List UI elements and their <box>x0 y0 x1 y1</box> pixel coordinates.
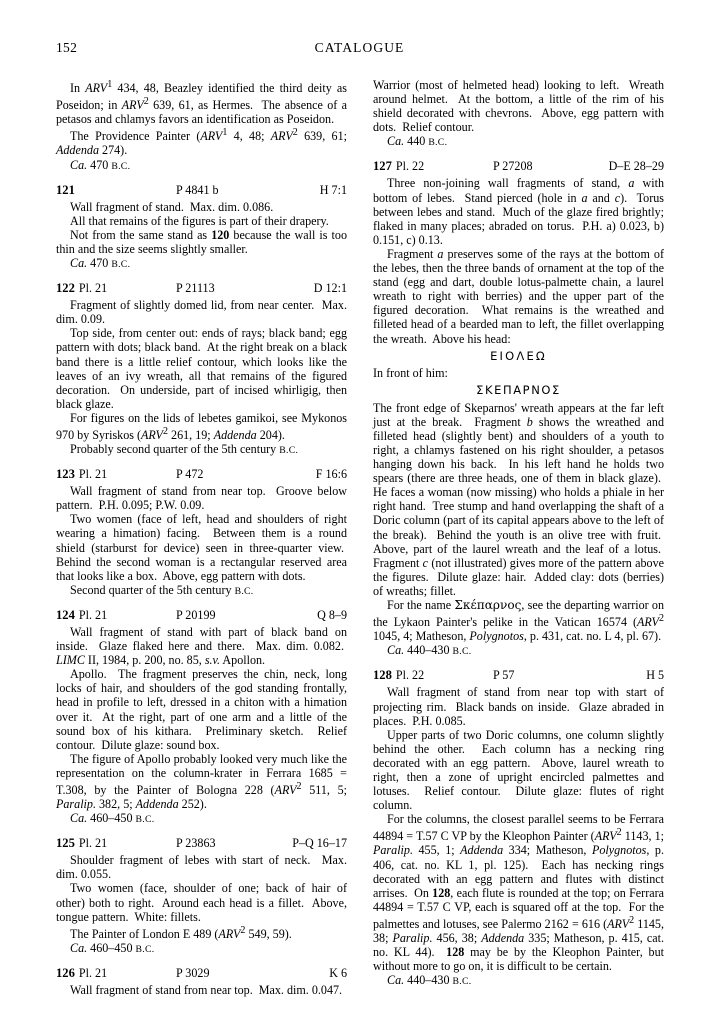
catalogue-number: 127 <box>373 159 392 174</box>
entry-heading <box>56 467 347 482</box>
paragraph: Top side, from center out: ends of rays; black band; egg pattern with dots; black band. At the right break on a black band there is a little relief contour, which looks like the leaves of an ivy wreath, all that remains of the figured decoration. On underside, part of incised whirligig, then black glaze. <box>56 326 347 411</box>
accession-number: P 21113 <box>176 281 215 296</box>
right-column <box>373 78 664 997</box>
paragraph: Wall fragment of stand. Max. dim. 0.086. <box>70 199 274 214</box>
catalogue-number: 124 <box>56 607 75 622</box>
plate-ref: Pl. 21 <box>78 965 108 980</box>
accession-number: P 3029 <box>176 965 210 980</box>
paragraph: Fragment a preserves some of the rays at the bottom of the lebes, then the three bands of ornament at the top of the stand (egg and dart, double lotus-palmette chain, a laurel wreath to right with berries) and the upper part of the figured decoration. What remains is the wreathed and filleted head of a bearded man to left, the fillet overlapping the wreath. Above his head: <box>373 246 664 346</box>
paragraph: Probably second quarter of the 5th century B.C. <box>70 442 299 457</box>
figure-ref: K 6 <box>329 965 347 980</box>
accession-number: P 20199 <box>176 607 216 622</box>
catalogue-number: 125 <box>56 836 75 851</box>
plate-ref: Pl. 21 <box>78 836 108 851</box>
entry-heading <box>56 966 347 981</box>
paragraph: For the columns, the closest parallel seems to be Ferrara 44894 = T.57 C VP by the Kleophon Painter (ARV$^2$ 1143, 1; Paralip. 455, 1; Addenda 334; Matheson, Polygnotos, p. 406, cat. no. KL 1, pl. 125). Each has necking rings decorated with an egg pattern and flutes with distinct arrises. On 128, each flute is rounded at the top; on Ferrara 44894 = T.57 C VP, each is squared off at the top. For the palmettes and lotuses, see Palermo 2162 = 616 (ARV$^2$ 1145, 38; Paralip. 456, 38; Addenda 335; Matheson, p. 415, cat. no. KL 44). 128 may be by the Kleophon Painter, but without more to go on, it is difficult to be certain. <box>373 812 665 974</box>
accession-number: P 27208 <box>493 159 533 174</box>
paragraph: Wall fragment of stand from near top. Groove below pattern. P.H. 0.095; P.W. 0.09. <box>56 484 347 513</box>
left-column <box>56 78 347 997</box>
paragraph: Fragment of slightly domed lid, from near center. Max. dim. 0.09. <box>56 298 347 327</box>
figure-ref: F 16:6 <box>315 467 347 482</box>
paragraph: The front edge of Skeparnos' wreath appears at the far left just at the break. Fragment b shows the wreathed and filleted head (slightly bent) and shoulders of a youth to right, a chlamys fastened on his right shoulder, a petasos hanging down his back. In his left hand he holds two spears (there are three heads, one of them in black glaze). He faces a woman (now missing) who holds a phiale in her right hand. Tree stump and hand overlapping the shaft of a Doric column (part of its capital appears above to the left of the break). Behind the youth is an olive tree with fruit. Above, part of the laurel wreath and the leaf of a lotus. Fragment c (not illustrated) gives more of the pattern above the figures. Dilute glaze: hair. Added clay: dots (berries) of wreaths; fillet. <box>373 400 664 598</box>
plate-ref: Pl. 21 <box>78 467 108 482</box>
figure-ref: P–Q 16–17 <box>292 836 347 851</box>
inscription-above-head: ΕΙΟΛΕΩ <box>490 348 547 363</box>
paragraph: The Providence Painter (ARV$^1$ 4, 48; ARV$^2$ 639, 61; Addenda 274). <box>56 127 347 158</box>
plate-ref: Pl. 21 <box>78 281 108 296</box>
catalogue-number: 126 <box>56 965 75 980</box>
paragraph: Apollo. The fragment preserves the chin, neck, long locks of hair, and shoulders of the god standing frontally, head in profile to left, dressed in a chiton with a himation over it. At the right, part of one arm and a little of the sound box of his kithara. Preliminary sketch. Relief contour. Dilute glaze: sound box. <box>56 667 347 752</box>
paragraph: Wall fragment of stand with part of black band on inside. Glaze flaked here and there. Max. dim. 0.082. LIMC II, 1984, p. 200, no. 85, s.v. Apollon. <box>56 624 347 668</box>
accession-number: P 57 <box>493 668 515 683</box>
paragraph: Ca. 460–450 B.C. <box>70 811 155 826</box>
paragraph: Wall fragment of stand from near top. Max. dim. 0.047. <box>70 982 343 997</box>
plate-ref: Pl. 22 <box>395 668 425 683</box>
paragraph: Warrior (most of helmeted head) looking to left. Wreath around helmet. At the bottom, a little of the rim of his shield decorated with chevrons. Above, egg pattern with dots. Relief contour. <box>373 78 664 135</box>
paragraph: For figures on the lids of lebetes gamikoi, see Mykonos 970 by Syriskos (ARV$^2$ 261, 19; Addenda 204). <box>56 410 347 442</box>
paragraph: Second quarter of the 5th century B.C. <box>70 582 254 597</box>
entry-heading <box>56 281 347 296</box>
catalogue-number: 128 <box>373 668 392 683</box>
paragraph: The figure of Apollo probably looked very much like the representation on the column-krater in Ferrara 1685 = T.308, by the Painter of Bologna 228 (ARV$^2$ 511, 5; Paralip. 382, 5; Addenda 252). <box>56 751 347 812</box>
accession-number: P 4841 b <box>176 182 219 197</box>
paragraph: Ca. 440 B.C. <box>387 134 448 149</box>
paragraph: Wall fragment of stand from near top with start of projecting rim. Black bands on inside. Glaze abraded in places. P.H. 0.085. <box>373 685 664 728</box>
paragraph: Ca. 440–430 B.C. <box>387 643 472 658</box>
entry-heading <box>373 668 664 683</box>
running-title: CATALOGUE <box>314 40 405 55</box>
paragraph: Two women (face of left, head and shoulders of right wearing a himation) facing. Between them is a round shield (starburst for device) seen in three-quarter view. Behind the second woman is a rectangular reserved area that looks like a box. Above, egg pattern with dots. <box>56 512 347 583</box>
plate-ref: Pl. 21 <box>78 607 108 622</box>
paragraph: In ARV$^1$ 434, 48, Beazley identified the third deity as Poseidon; in ARV$^2$ 639, 61, as Hermes. The absence of a petasos and chlamys favors an identification as Poseidon. <box>56 79 348 127</box>
figure-ref: Q 8–9 <box>317 607 347 622</box>
inscription-label: In front of him: <box>373 365 448 380</box>
entry-heading <box>56 183 347 198</box>
paragraph: Ca. 440–430 B.C. <box>387 973 472 988</box>
plate-ref: Pl. 22 <box>395 159 425 174</box>
paragraph: Shoulder fragment of lebes with start of neck. Max. dim. 0.055. <box>56 853 347 882</box>
figure-ref: D 12:1 <box>313 281 347 296</box>
figure-ref: H 5 <box>646 668 664 683</box>
paragraph: Upper parts of two Doric columns, one column slightly behind the other. Each column has a necking ring decorated with an egg pattern. Above, laurel wreath to right, then a zone of upright encircled palmettes and lotuses. Relief contour. Dilute glaze: flutes of right column. <box>373 727 664 813</box>
figure-ref: D–E 28–29 <box>608 159 664 174</box>
entry-heading <box>373 159 664 174</box>
paragraph: Three non-joining wall fragments of stand, a with bottom of lebes. Stand pierced (hole in a and c). Torus between lebes and stand. Much of the glaze fired brightly; flaked in many places; abraded on torus. P.H. a) 0.023, b) 0.151, c) 0.13. <box>373 176 665 247</box>
inscription-in-front: ΣΚΕΠΑΡΝΟΣ <box>476 382 561 397</box>
paragraph: For the name Σκέπαρνος, see the departing warrior on the Lykaon Painter's pelike in the Vatican 16574 (ARV$^2$ 1045, 4; Matheson, Polygnotos, p. 431, cat. no. L 4, pl. 67). <box>373 598 664 644</box>
page-number: 152 <box>56 40 78 55</box>
text-columns <box>56 78 664 997</box>
paragraph: Not from the same stand as 120 because the wall is too thin and the size seems slightly smaller. <box>56 227 347 256</box>
figure-ref: H 7:1 <box>319 182 347 197</box>
paragraph: Ca. 460–450 B.C. <box>70 940 155 955</box>
catalogue-number: 123 <box>56 467 75 482</box>
paragraph: Ca. 470 B.C. <box>70 256 131 271</box>
entry-heading <box>56 836 347 851</box>
paragraph: Ca. 470 B.C. <box>70 157 131 172</box>
paragraph: The Painter of London E 489 (ARV$^2$ 549, 59). <box>70 924 292 941</box>
accession-number: P 23863 <box>176 836 216 851</box>
entry-heading <box>56 608 347 623</box>
catalogue-number: 122 <box>56 281 75 296</box>
catalogue-number: 121 <box>56 182 75 197</box>
paragraph: Two women (face, shoulder of one; back of hair of other) both to right. Around each head is a fillet. Above, tongue pattern. White: fillets. <box>56 881 347 924</box>
page-header <box>0 40 719 58</box>
accession-number: P 472 <box>176 467 204 482</box>
paragraph: All that remains of the figures is part of their drapery. <box>70 213 329 228</box>
